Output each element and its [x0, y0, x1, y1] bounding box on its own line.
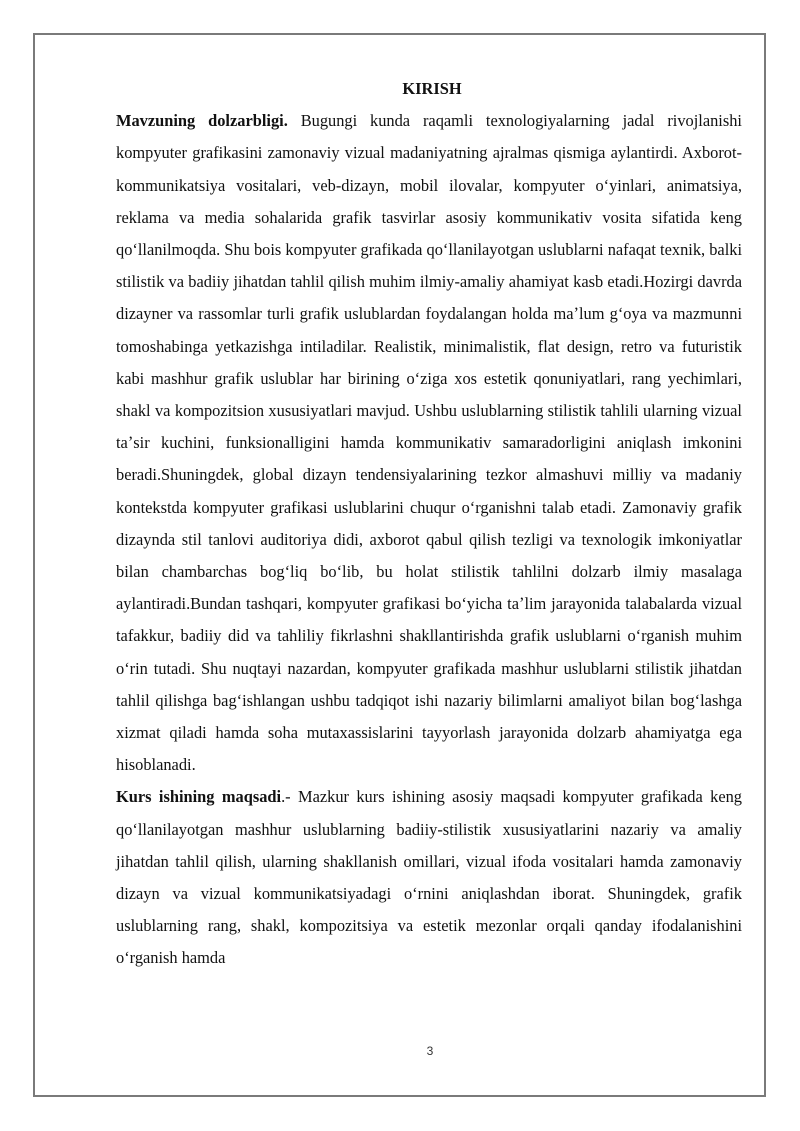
document-body	[116, 73, 742, 975]
relevance-separator	[288, 111, 301, 130]
goal-separator: .-	[281, 787, 298, 807]
paragraph-relevance	[116, 105, 742, 781]
goal-text: Mazkur kurs ishining asosiy maqsadi kompyuter grafikada keng qoʻllanilayotgan mashhur uslublarning badiiy-stilistik xususiyatlarini nazariy va amaliy jihatdan tahlil qilish, ularning shakllanish omillari, vizual ifoda vositalari hamda zamonaviy dizayn va vizual kommunikatsiyadagi oʻrnini aniqlashdan iborat. Shuningdek, grafik uslublarning rang, shakl, kompozitsiya va estetik mezonlar orqali qanday ifodalanishini oʻrganish hamda	[116, 787, 742, 968]
document-title: KIRISH	[402, 79, 462, 98]
relevance-text: Bugungi kunda raqamli texnologiyalarning jadal rivojlanishi kompyuter grafikasini zamonaviy vizual madaniyatning ajralmas qismiga aylantirdi. Axborot-kommunikatsiya vositalari, veb-dizayn, mobil ilovalar, kompyuter oʻyinlari, animatsiya, reklama va media sohalarida grafik tasvirlar asosiy kommunikativ vosita sifatida keng qoʻllanilmoqda. Shu bois kompyuter grafikada qoʻllanilayotgan uslublarni nafaqat texnik, balki stilistik va badiiy jihatdan tahlil qilish muhim ilmiy-amaliy ahamiyat kasb etadi.Hozirgi davrda dizayner va rassomlar turli grafik uslublardan foydalangan holda maʼlum gʻoya va mazmunni tomoshabinga yetkazishga intiladilar. Realistik, minimalistik, flat design, retro va futuristik kabi mashhur grafik uslublar har birining oʻziga xos estetik qonuniyatlari, rang yechimlari, shakl va kompozitsion xususiyatlari mavjud. Ushbu uslublarning stilistik tahlili ularning vizual taʼsir kuchini, funksionalligini hamda kommunikativ samaradorligini aniqlash imkonini beradi.Shuningdek, global dizayn tendensiyalarining tezkor almashuvi milliy va madaniy kontekstda kompyuter grafikasi uslublarini chuqur oʻrganishni talab etadi. Zamonaviy grafik dizaynda stil tanlovi auditoriya didi, axborot qabul qilish tezligi va texnologik imkoniyatlar bilan chambarchas bogʻliq boʻlib, bu holat stilistik tahlilni dolzarb ilmiy masalaga aylantiradi.Bundan tashqari, kompyuter grafikasi boʻyicha taʼlim jarayonida talabalarda vizual tafakkur, badiiy did va tahliliy fikrlashni shakllantirishda grafik uslublarni oʻrganish muhim oʻrin tutadi. Shu nuqtayi nazardan, kompyuter grafikada mashhur uslublarni stilistik jihatdan tahlil qilishga bagʻishlangan ushbu tadqiqot ishi nazariy bilimlarni amaliyot bilan bogʻlashga xizmat qiladi hamda soha mutaxassislarini tayyorlash jarayonida dolzarb ahamiyatga ega hisoblanadi.	[116, 111, 742, 775]
paragraph-goal	[116, 781, 742, 974]
goal-heading: Kurs ishining maqsadi	[116, 787, 282, 807]
page-number: 3	[426, 1044, 434, 1058]
relevance-heading: Mavzuning dolzarbligi.	[116, 111, 288, 131]
